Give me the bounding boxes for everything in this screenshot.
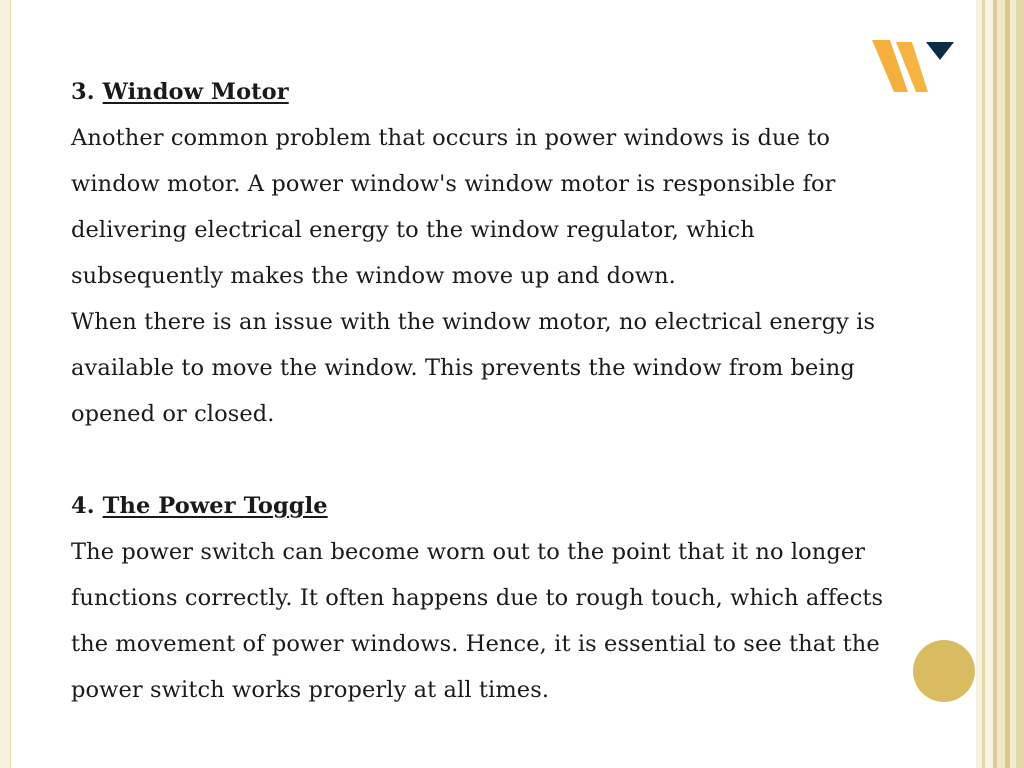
decorative-circle [913,640,975,702]
section-3-paragraph-2: When there is an issue with the window motor, no electrical energy is available to move the window. This prevents the window from being opened or closed. [71,309,876,427]
section-3-title: Window Motor [102,79,289,105]
section-4-number: 4. [71,493,95,519]
right-decorative-stripes [976,0,1024,768]
section-3-heading [71,69,911,115]
section-4-heading [71,483,911,529]
section-4-title: The Power Toggle [102,493,328,519]
section-4-paragraph-1: The power switch can become worn out to the point that it no longer functions correctly. It often happens due to rough touch, which affects the movement of power windows. Hence, it is essential to see that the power switch works properly at all times. [71,539,884,703]
section-3-number: 3. [71,79,95,105]
left-border [0,0,11,768]
slide-content [71,69,911,713]
section-3-paragraph-1: Another common problem that occurs in power windows is due to window motor. A power window's window motor is responsible for delivering electrical energy to the window regulator, which subsequently makes the window move up and down. [71,125,836,289]
section-spacer [71,437,911,483]
